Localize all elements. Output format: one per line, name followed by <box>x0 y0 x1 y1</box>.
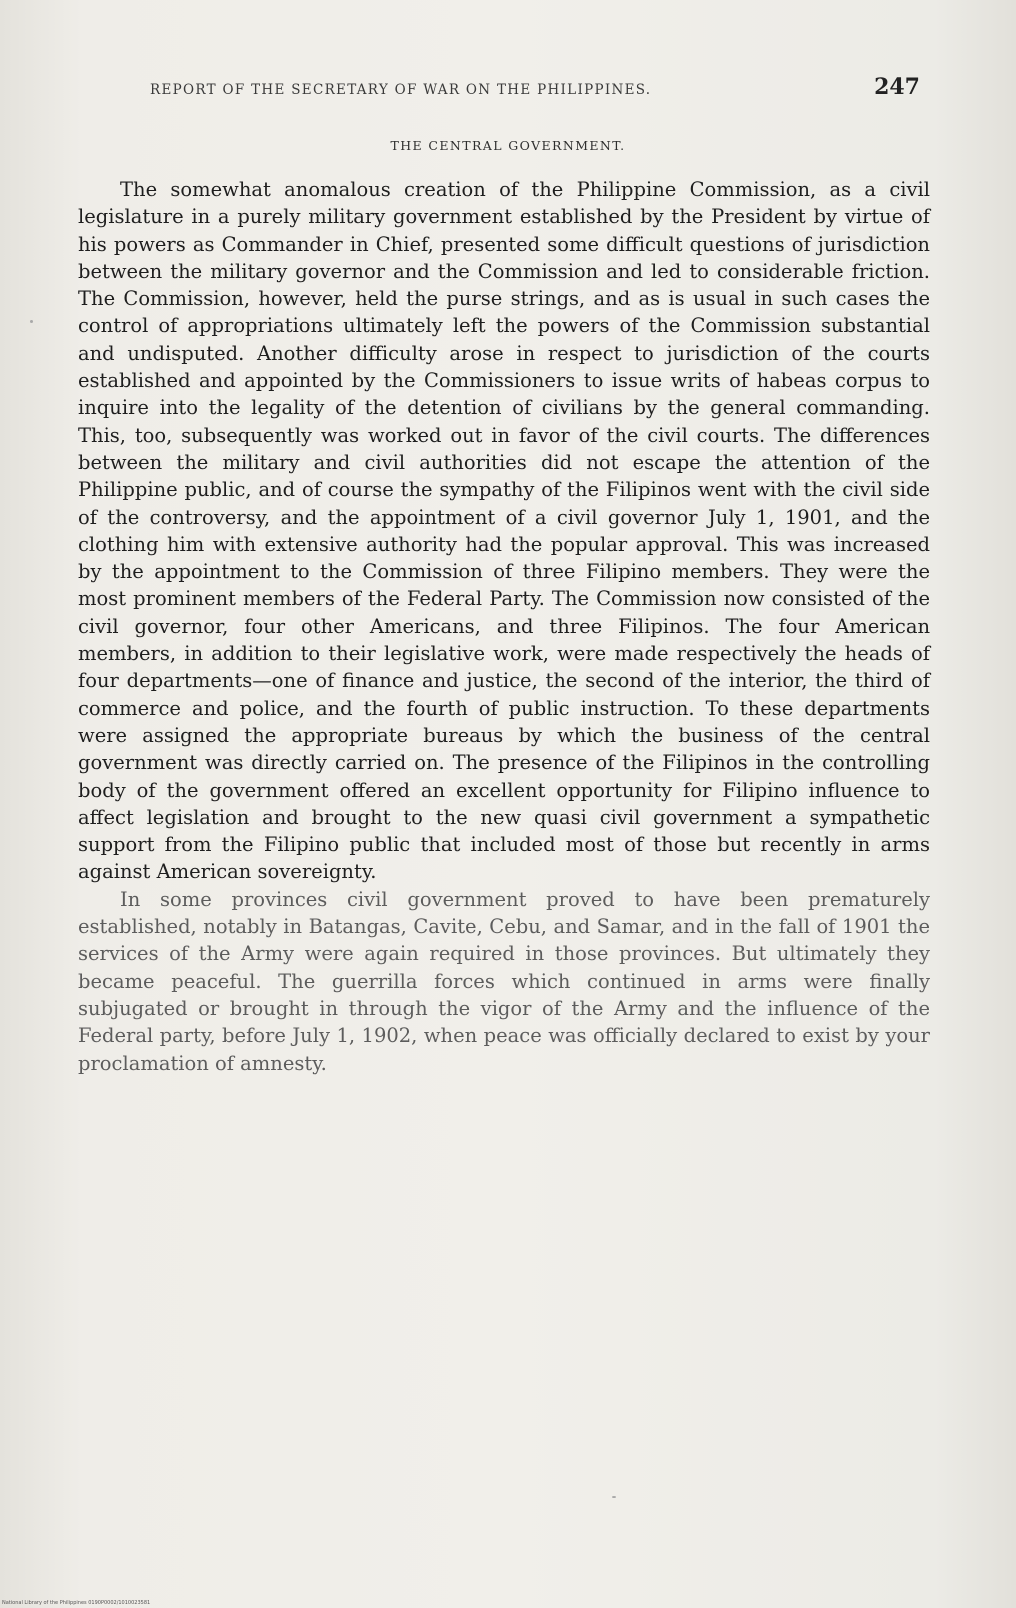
scan-speck <box>612 1496 616 1498</box>
scan-footer-note: National Library of the Philippines 0190P0002/1010023581 <box>2 1600 151 1606</box>
scan-speck <box>30 320 33 323</box>
running-head <box>150 74 920 104</box>
body-text <box>78 176 930 1077</box>
paragraph-1: The somewhat anomalous creation of the Philippine Commission, as a civil legislature in a purely military government established by the President by virtue of his powers as Commander in Chief, presented some difficult questions of jurisdiction between the military governor and the Commission and led to considerable friction. The Commission, however, held the purse strings, and as is usual in such cases the control of appropriations ultimately left the powers of the Commission substantial and undisputed. Another difficulty arose in respect to jurisdiction of the courts established and appointed by the Commissioners to issue writs of habeas corpus to inquire into the legality of the detention of civilians by the general commanding. This, too, subsequently was worked out in favor of the civil courts. The differences between the military and civil authorities did not escape the attention of the Philippine public, and of course the sympathy of the Filipinos went with the civil side of the controversy, and the appointment of a civil governor July 1, 1901, and the clothing him with extensive authority had the popular approval. This was increased by the appointment to the Commission of three Filipino members. They were the most prominent members of the Federal Party. The Commission now consisted of the civil governor, four other Americans, and three Filipinos. The four American members, in addition to their legislative work, were made respectively the heads of four departments—one of finance and justice, the second of the interior, the third of commerce and police, and the fourth of public instruction. To these departments were assigned the appropriate bureaus by which the business of the central government was directly carried on. The presence of the Filipinos in the controlling body of the government offered an excellent opportunity for Filipino influence to affect legislation and brought to the new quasi civil government a sympathetic support from the Filipino public that included most of those but recently in arms against American sovereignty. <box>78 178 930 884</box>
page-number: 247 <box>874 74 920 100</box>
running-title: REPORT OF THE SECRETARY OF WAR ON THE PHILIPPINES. <box>150 82 652 98</box>
section-heading: THE CENTRAL GOVERNMENT. <box>390 138 626 153</box>
paragraph-2: In some provinces civil government proved to have been prematurely established, notably in Batangas, Cavite, Cebu, and Samar, and in the fall of 1901 the services of the Army were again required in those provinces. But ultimately they became peaceful. The guerrilla forces which continued in arms were finally subjugated or brought in through the vigor of the Army and the influence of the Federal party, before July 1, 1902, when peace was officially declared to exist by your proclamation of amnesty. <box>78 887 930 1075</box>
